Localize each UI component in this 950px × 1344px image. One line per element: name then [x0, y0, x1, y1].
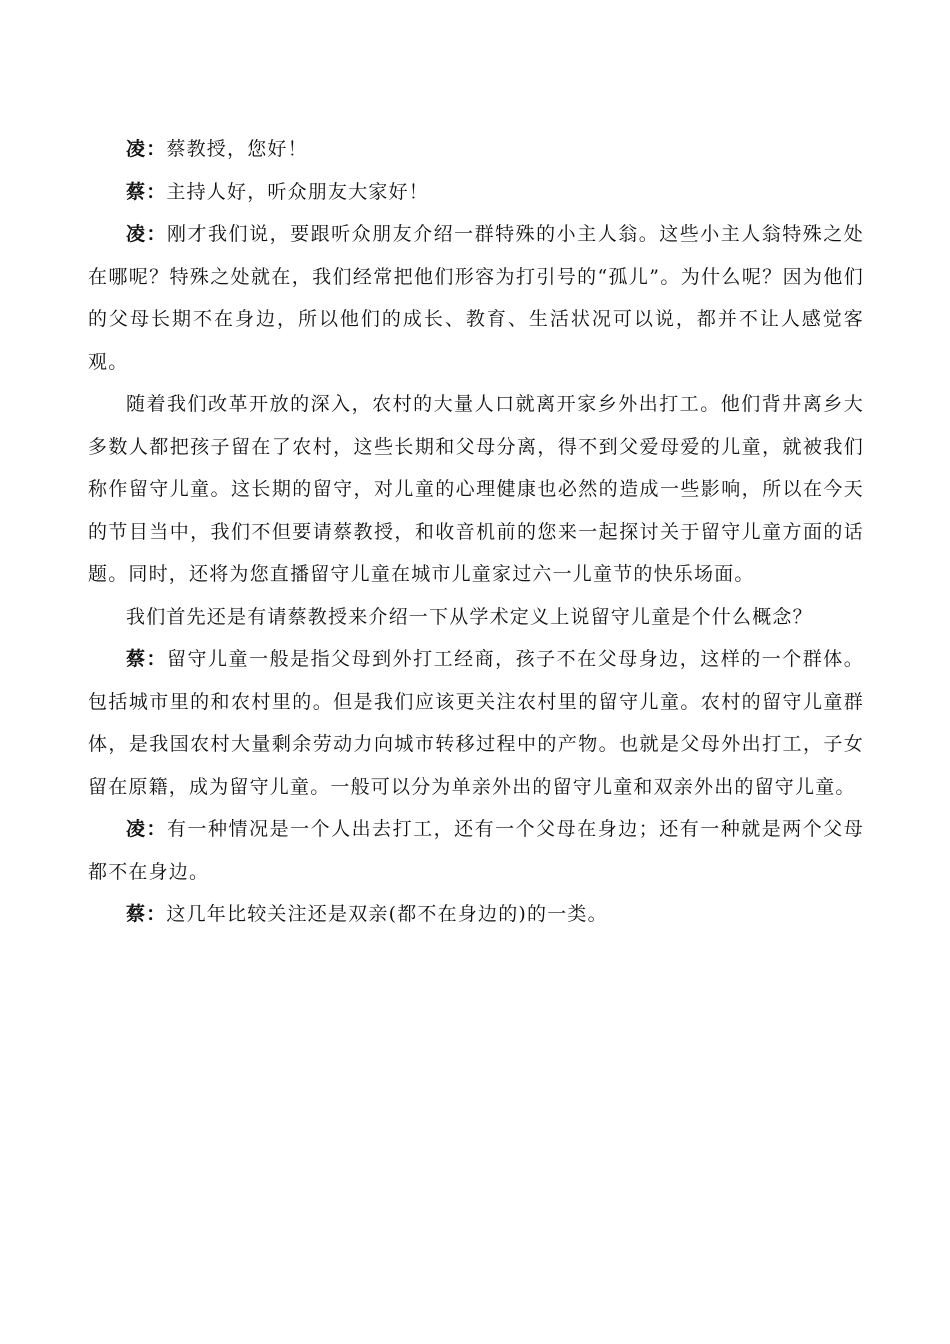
paragraph	[88, 171, 864, 214]
paragraph	[88, 383, 864, 596]
speaker-label: 凌：	[126, 138, 167, 160]
paragraph-text: 随着我们改革开放的深入，农村的大量人口就离开家乡外出打工。他们背井离乡大多数人都把孩子留在了农村，这些长期和父母分离，得不到父爱母爱的儿童，就被我们称作留守儿童。这长期的留守，对儿童的心理健康也必然的造成一些影响，所以在今天的节目当中，我们不但要请蔡教授，和收音机前的您来一起探讨关于留守儿童方面的话题。同时，还将为您直播留守儿童在城市儿童家过六一儿童节的快乐场面。	[88, 393, 864, 585]
paragraph	[88, 808, 864, 893]
paragraph-text: 蔡教授，您好！	[166, 138, 308, 160]
paragraph	[88, 638, 864, 808]
speaker-label: 凌：	[126, 818, 168, 840]
speaker-label: 蔡：	[126, 648, 168, 670]
paragraph-text: 留守儿童一般是指父母到外打工经商，孩子不在父母身边，这样的一个群体。包括城市里的和农村里的。但是我们应该更关注农村里的留守儿童。农村的留守儿童群体，是我国农村大量剩余劳动力向城市转移过程中的产物。也就是父母外出打工，子女留在原籍，成为留守儿童。一般可以分为单亲外出的留守儿童和双亲外出的留守儿童。	[88, 648, 864, 798]
paragraph	[88, 596, 864, 639]
speaker-label: 蔡：	[126, 180, 167, 203]
speaker-label: 蔡：	[126, 903, 167, 925]
paragraph-text: 有一种情况是一个人出去打工，还有一个父母在身边；还有一种就是两个父母都不在身边。	[88, 818, 864, 883]
speaker-label: 凌：	[126, 223, 168, 245]
paragraph	[88, 213, 864, 383]
paragraph-text: 我们首先还是有请蔡教授来介绍一下从学术定义上说留守儿童是个什么概念？	[126, 605, 813, 628]
paragraph	[88, 128, 864, 171]
paragraph-text: 这几年比较关注还是双亲(都不在身边的)的一类。	[166, 903, 608, 925]
paragraph-text: 刚才我们说，要跟听众朋友介绍一群特殊的小主人翁。这些小主人翁特殊之处在哪呢？特殊之处就在，我们经常把他们形容为打引号的“孤儿”。为什么呢？因为他们的父母长期不在身边，所以他们的成长、教育、生活状况可以说，都并不让人感觉客观。	[88, 223, 864, 373]
paragraph	[88, 893, 864, 936]
paragraph-text: 主持人好，听众朋友大家好！	[166, 180, 430, 203]
transcript-body	[88, 128, 864, 936]
